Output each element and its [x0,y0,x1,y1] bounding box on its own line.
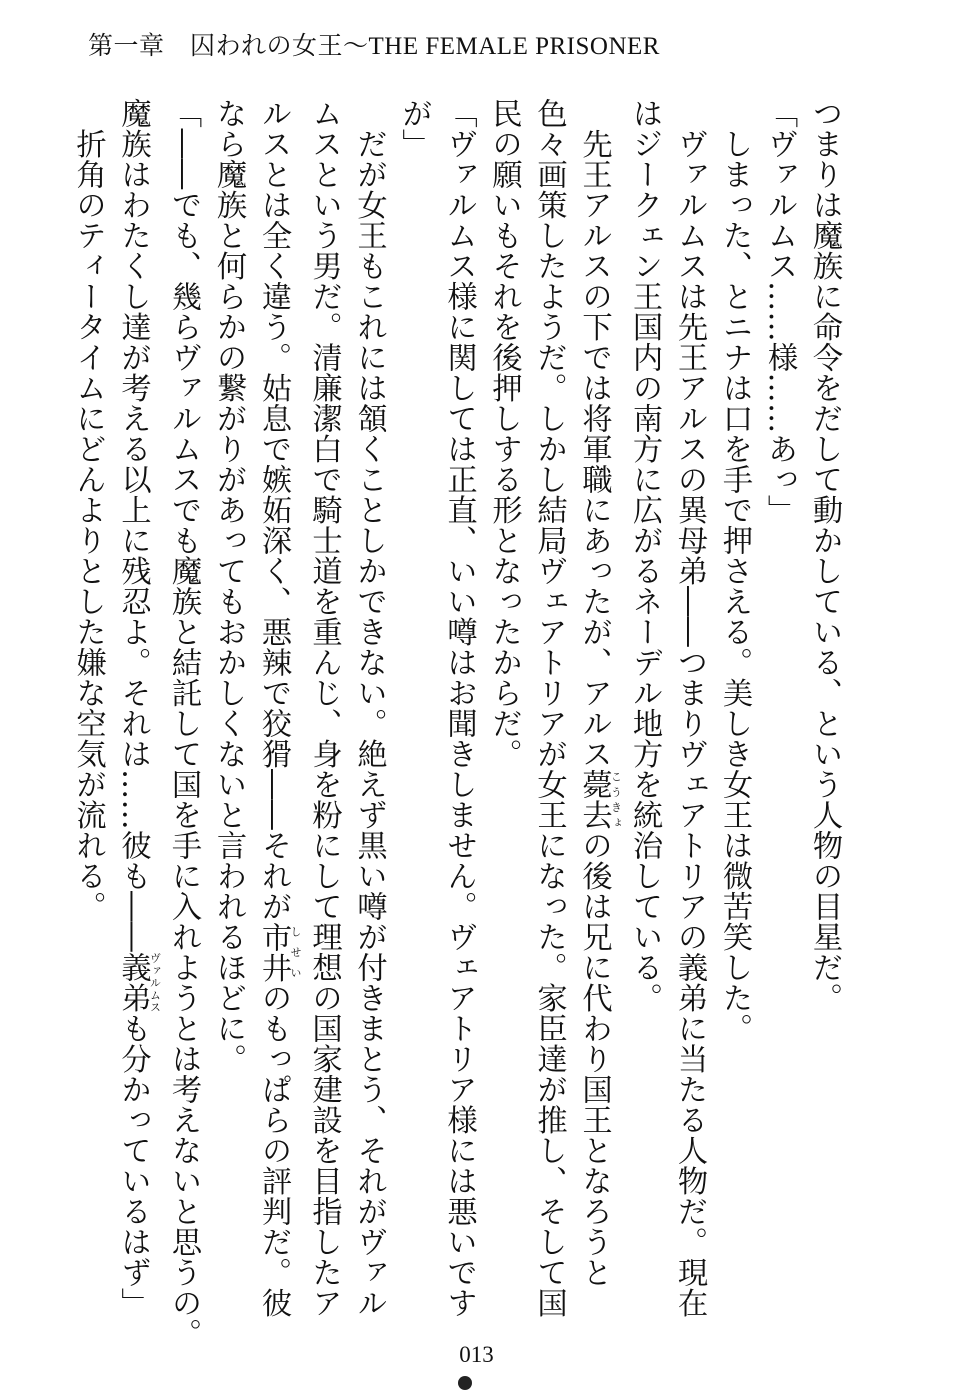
text-line: 「ヴァルムス様に関しては正直、いい噂はお聞きしません。ヴェアトリア様には悪いです [441,98,477,1318]
text-line [251,98,302,1318]
text-line [111,98,162,1318]
text-segment: のもっぱらの評判だ。彼 [256,982,291,1318]
text-line: 民の願いもそれを後押しする形となったからだ。 [486,98,522,769]
text-line: が」 [396,98,432,159]
page-marker-dot [458,1376,472,1390]
text-line: 「――でも、幾らヴァルムスでも魔族と結託して国を手に入れようとは考えないと思うの。 [166,98,201,1349]
text-line: しまった、とニナは口を手で押さえる。美しき女王は微苦笑した。 [717,98,752,1044]
text-segment: 先王アルスの下では将軍職にあったが、アルス [576,98,612,769]
text-segment: も分かっているはず」 [115,1013,151,1318]
text-line [572,98,623,1308]
ruby-word [256,921,302,983]
text-segment: の後は兄に代わり国王となろうと [576,830,612,1288]
text-line: 折角のティータイムにどんよりとした嫌な空気が流れる。 [70,98,106,922]
text-line: なら魔族と何らかの繋がりがあってもおかしくないと言われるほどに。 [211,98,246,1074]
text-line: はジークェン王国内の南方に広がるネーデル地方を統治している。 [627,98,662,1013]
text-line: だが女王もこれには頷くことしかできない。絶えず黒い噂が付きまとう、それがヴァル [351,98,387,1318]
text-line: 色々画策したようだ。しかし結局ヴェアトリアが女王になった。家臣達が推し、そして国 [531,98,567,1318]
ruby-base: 市井 [256,921,291,983]
text-line: ムスという男だ。清廉潔白で騎士道を重んじ、身を粉にして理想の国家建設を目指したア [306,98,342,1318]
text-segment: ルスとは全く違う。姑息で嫉妬深く、悪辣で狡猾――それが [256,98,291,922]
ruby-base: 義弟 [115,952,151,1013]
text-line: ヴァルムスは先王アルスの異母弟――つまりヴェアトリアの義弟に当たる人物だ。現在 [672,98,707,1318]
body-text [66,98,848,1349]
text-line: つまりは魔族に命令をだして動かしている、という人物の目星だ。 [807,98,842,1013]
page-number: 013 [459,1342,494,1367]
ruby-reading: こうきょ [609,769,623,830]
text-line: 「ヴァルムス……様……あっ」 [762,98,797,525]
ruby-word [115,952,162,1013]
running-header: 第一章 囚われの女王～THE FEMALE PRISONER [88,33,660,60]
ruby-reading: しせい [289,921,302,983]
ruby-base: 薨去 [576,769,612,830]
ruby-word [576,769,623,830]
text-segment: 魔族はわたくし達が考える以上に残忍よ。それは……彼も―― [115,98,151,952]
ruby-reading: ヴァルムス [148,952,162,1013]
